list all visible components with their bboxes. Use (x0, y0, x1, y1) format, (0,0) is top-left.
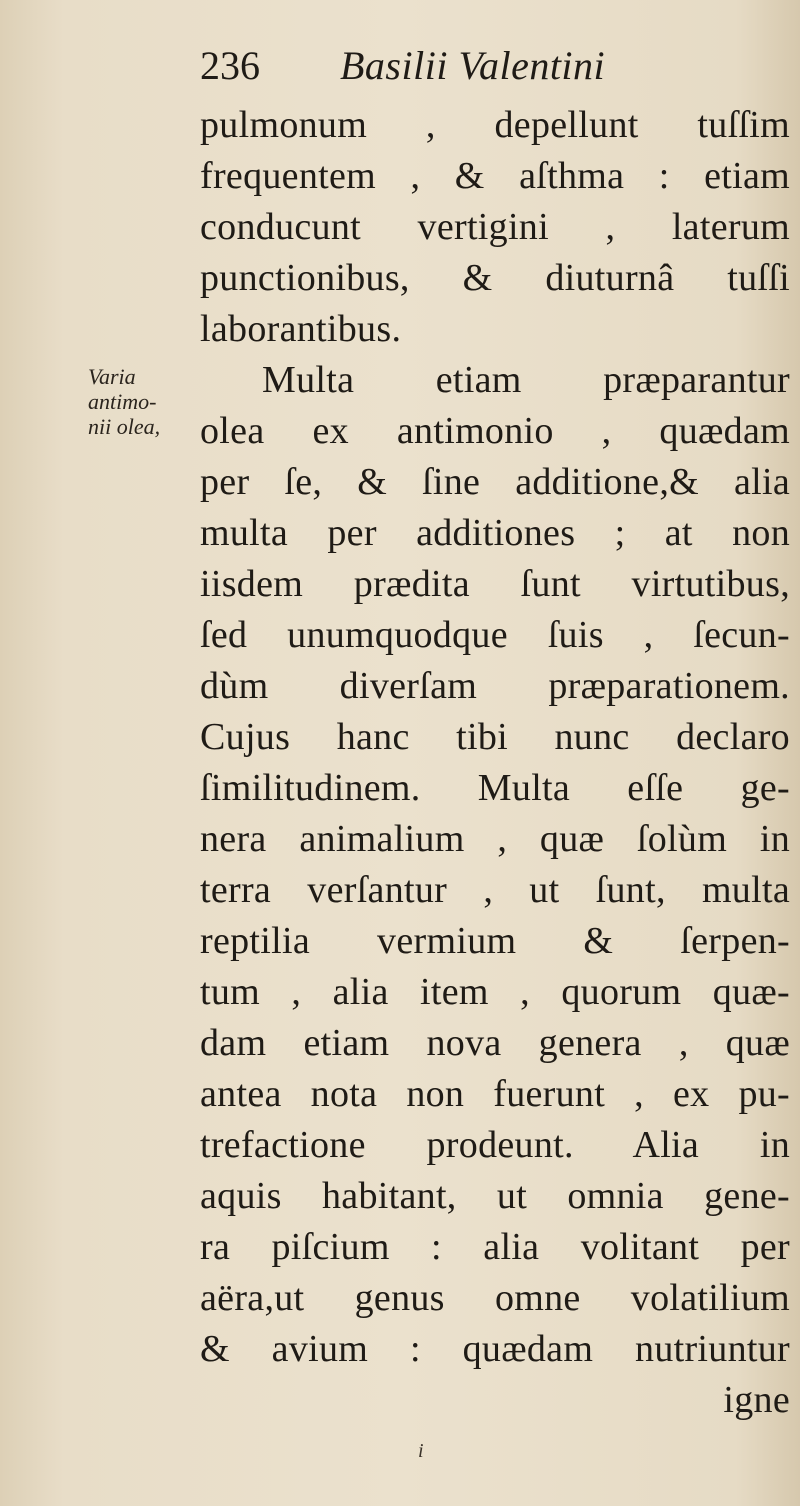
text-line: reptilia vermium & ſerpen- (200, 920, 790, 962)
margin-note-line: nii olea, (88, 414, 161, 439)
text-line: laborantibus. (200, 308, 402, 350)
text-line: multa per additiones ; at non (200, 512, 790, 554)
text-line: ſed unumquodque ſuis , ſecun- (200, 614, 790, 656)
text-line: pulmonum , depellunt tuſſim (200, 104, 790, 146)
margin-note (88, 364, 198, 439)
text-line: & avium : quædam nutriuntur (200, 1328, 790, 1370)
margin-note-line: Varia (88, 364, 136, 389)
text-line: Cujus hanc tibi nunc declaro (200, 716, 790, 758)
text-line: ſimilitudinem. Multa eſſe ge- (200, 767, 790, 809)
main-text (200, 100, 790, 1426)
text-line: ra piſcium : alia volitant per (200, 1226, 790, 1268)
text-line: Multa etiam præparantur (262, 359, 790, 401)
text-line: aëra,ut genus omne volatilium (200, 1277, 790, 1319)
text-line: olea ex antimonio , quædam (200, 410, 790, 452)
page-header (200, 40, 720, 100)
text-line: trefactione prodeunt. Alia in (200, 1124, 790, 1166)
text-line: dùm diverſam præparationem. (200, 665, 790, 707)
text-line: antea nota non fuerunt , ex pu- (200, 1073, 790, 1115)
text-line: frequentem , & aſthma : etiam (200, 155, 790, 197)
text-line: dam etiam nova genera , quæ (200, 1022, 790, 1064)
text-line: iisdem prædita ſunt virtutibus, (200, 563, 790, 605)
text-line: aquis habitant, ut omnia gene- (200, 1175, 790, 1217)
margin-note-line: antimo- (88, 389, 157, 414)
text-line: tum , alia item , quorum quæ- (200, 971, 790, 1013)
text-line: per ſe, & ſine additione,& alia (200, 461, 790, 503)
running-head: Basilii Valentini (340, 43, 606, 88)
text-line: terra verſantur , ut ſunt, multa (200, 869, 790, 911)
text-line: punctionibus, & diuturnâ tuſſi (200, 257, 790, 299)
page-number: 236 (200, 43, 260, 88)
text-line: conducunt vertigini , laterum (200, 206, 790, 248)
catchword: igne (723, 1379, 790, 1421)
signature-mark: i (418, 1440, 424, 1462)
text-line: nera animalium , quæ ſolùm in (200, 818, 790, 860)
